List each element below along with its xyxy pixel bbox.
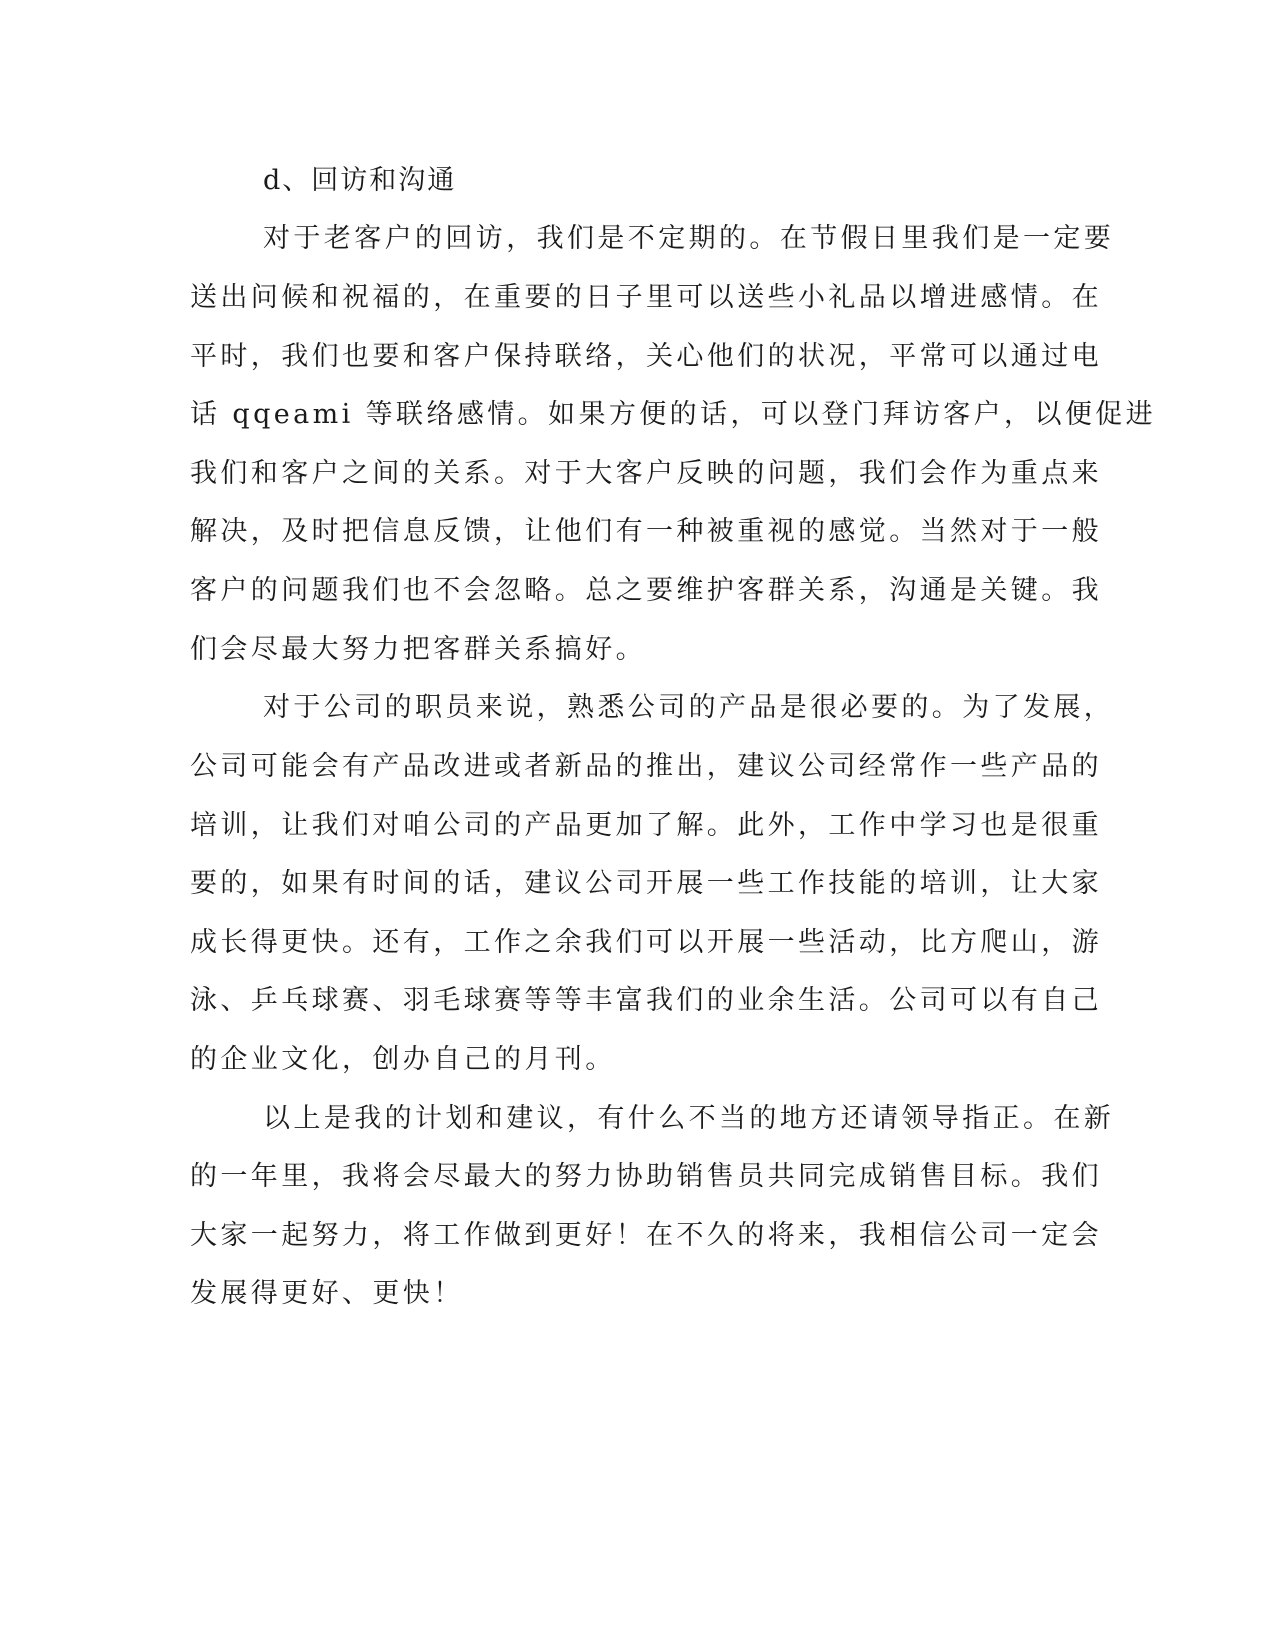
paragraph-line: 客户的问题我们也不会忽略。总之要维护客群关系，沟通是关键。我 bbox=[190, 575, 1102, 606]
paragraph-line: 大家一起努力，将工作做到更好！在不久的将来，我相信公司一定会 bbox=[190, 1220, 1102, 1251]
paragraph-line: 培训，让我们对咱公司的产品更加了解。此外，工作中学习也是很重 bbox=[190, 810, 1102, 841]
section-heading: d、回访和沟通 bbox=[263, 165, 457, 196]
paragraph-line: 的企业文化，创办自己的月刊。 bbox=[190, 1044, 616, 1075]
paragraph-line: 们会尽最大努力把客群关系搞好。 bbox=[190, 634, 646, 665]
paragraph-line: 平时，我们也要和客户保持联络，关心他们的状况，平常可以通过电 bbox=[190, 341, 1102, 372]
paragraph-line: 对于公司的职员来说，熟悉公司的产品是很必要的。为了发展， bbox=[263, 692, 1115, 723]
paragraph-line: 发展得更好、更快！ bbox=[190, 1278, 464, 1309]
paragraph-line: 以上是我的计划和建议，有什么不当的地方还请领导指正。在新 bbox=[263, 1103, 1115, 1134]
paragraph-line: 公司可能会有产品改进或者新品的推出，建议公司经常作一些产品的 bbox=[190, 751, 1102, 782]
paragraph-line: 我们和客户之间的关系。对于大客户反映的问题，我们会作为重点来 bbox=[190, 458, 1102, 489]
paragraph-line: 的一年里，我将会尽最大的努力协助销售员共同完成销售目标。我们 bbox=[190, 1161, 1102, 1192]
paragraph-line: 成长得更快。还有，工作之余我们可以开展一些活动，比方爬山，游 bbox=[190, 927, 1102, 958]
paragraph-line: 要的，如果有时间的话，建议公司开展一些工作技能的培训，让大家 bbox=[190, 868, 1102, 899]
paragraph-line: 对于老客户的回访，我们是不定期的。在节假日里我们是一定要 bbox=[263, 223, 1115, 254]
paragraph-line: 话 qqeami 等联络感情。如果方便的话，可以登门拜访客户，以便促进 bbox=[190, 399, 1157, 430]
paragraph-line: 解决，及时把信息反馈，让他们有一种被重视的感觉。当然对于一般 bbox=[190, 516, 1102, 547]
paragraph-line: 泳、乒乓球赛、羽毛球赛等等丰富我们的业余生活。公司可以有自己 bbox=[190, 985, 1102, 1016]
paragraph-line: 送出问候和祝福的，在重要的日子里可以送些小礼品以增进感情。在 bbox=[190, 282, 1102, 313]
